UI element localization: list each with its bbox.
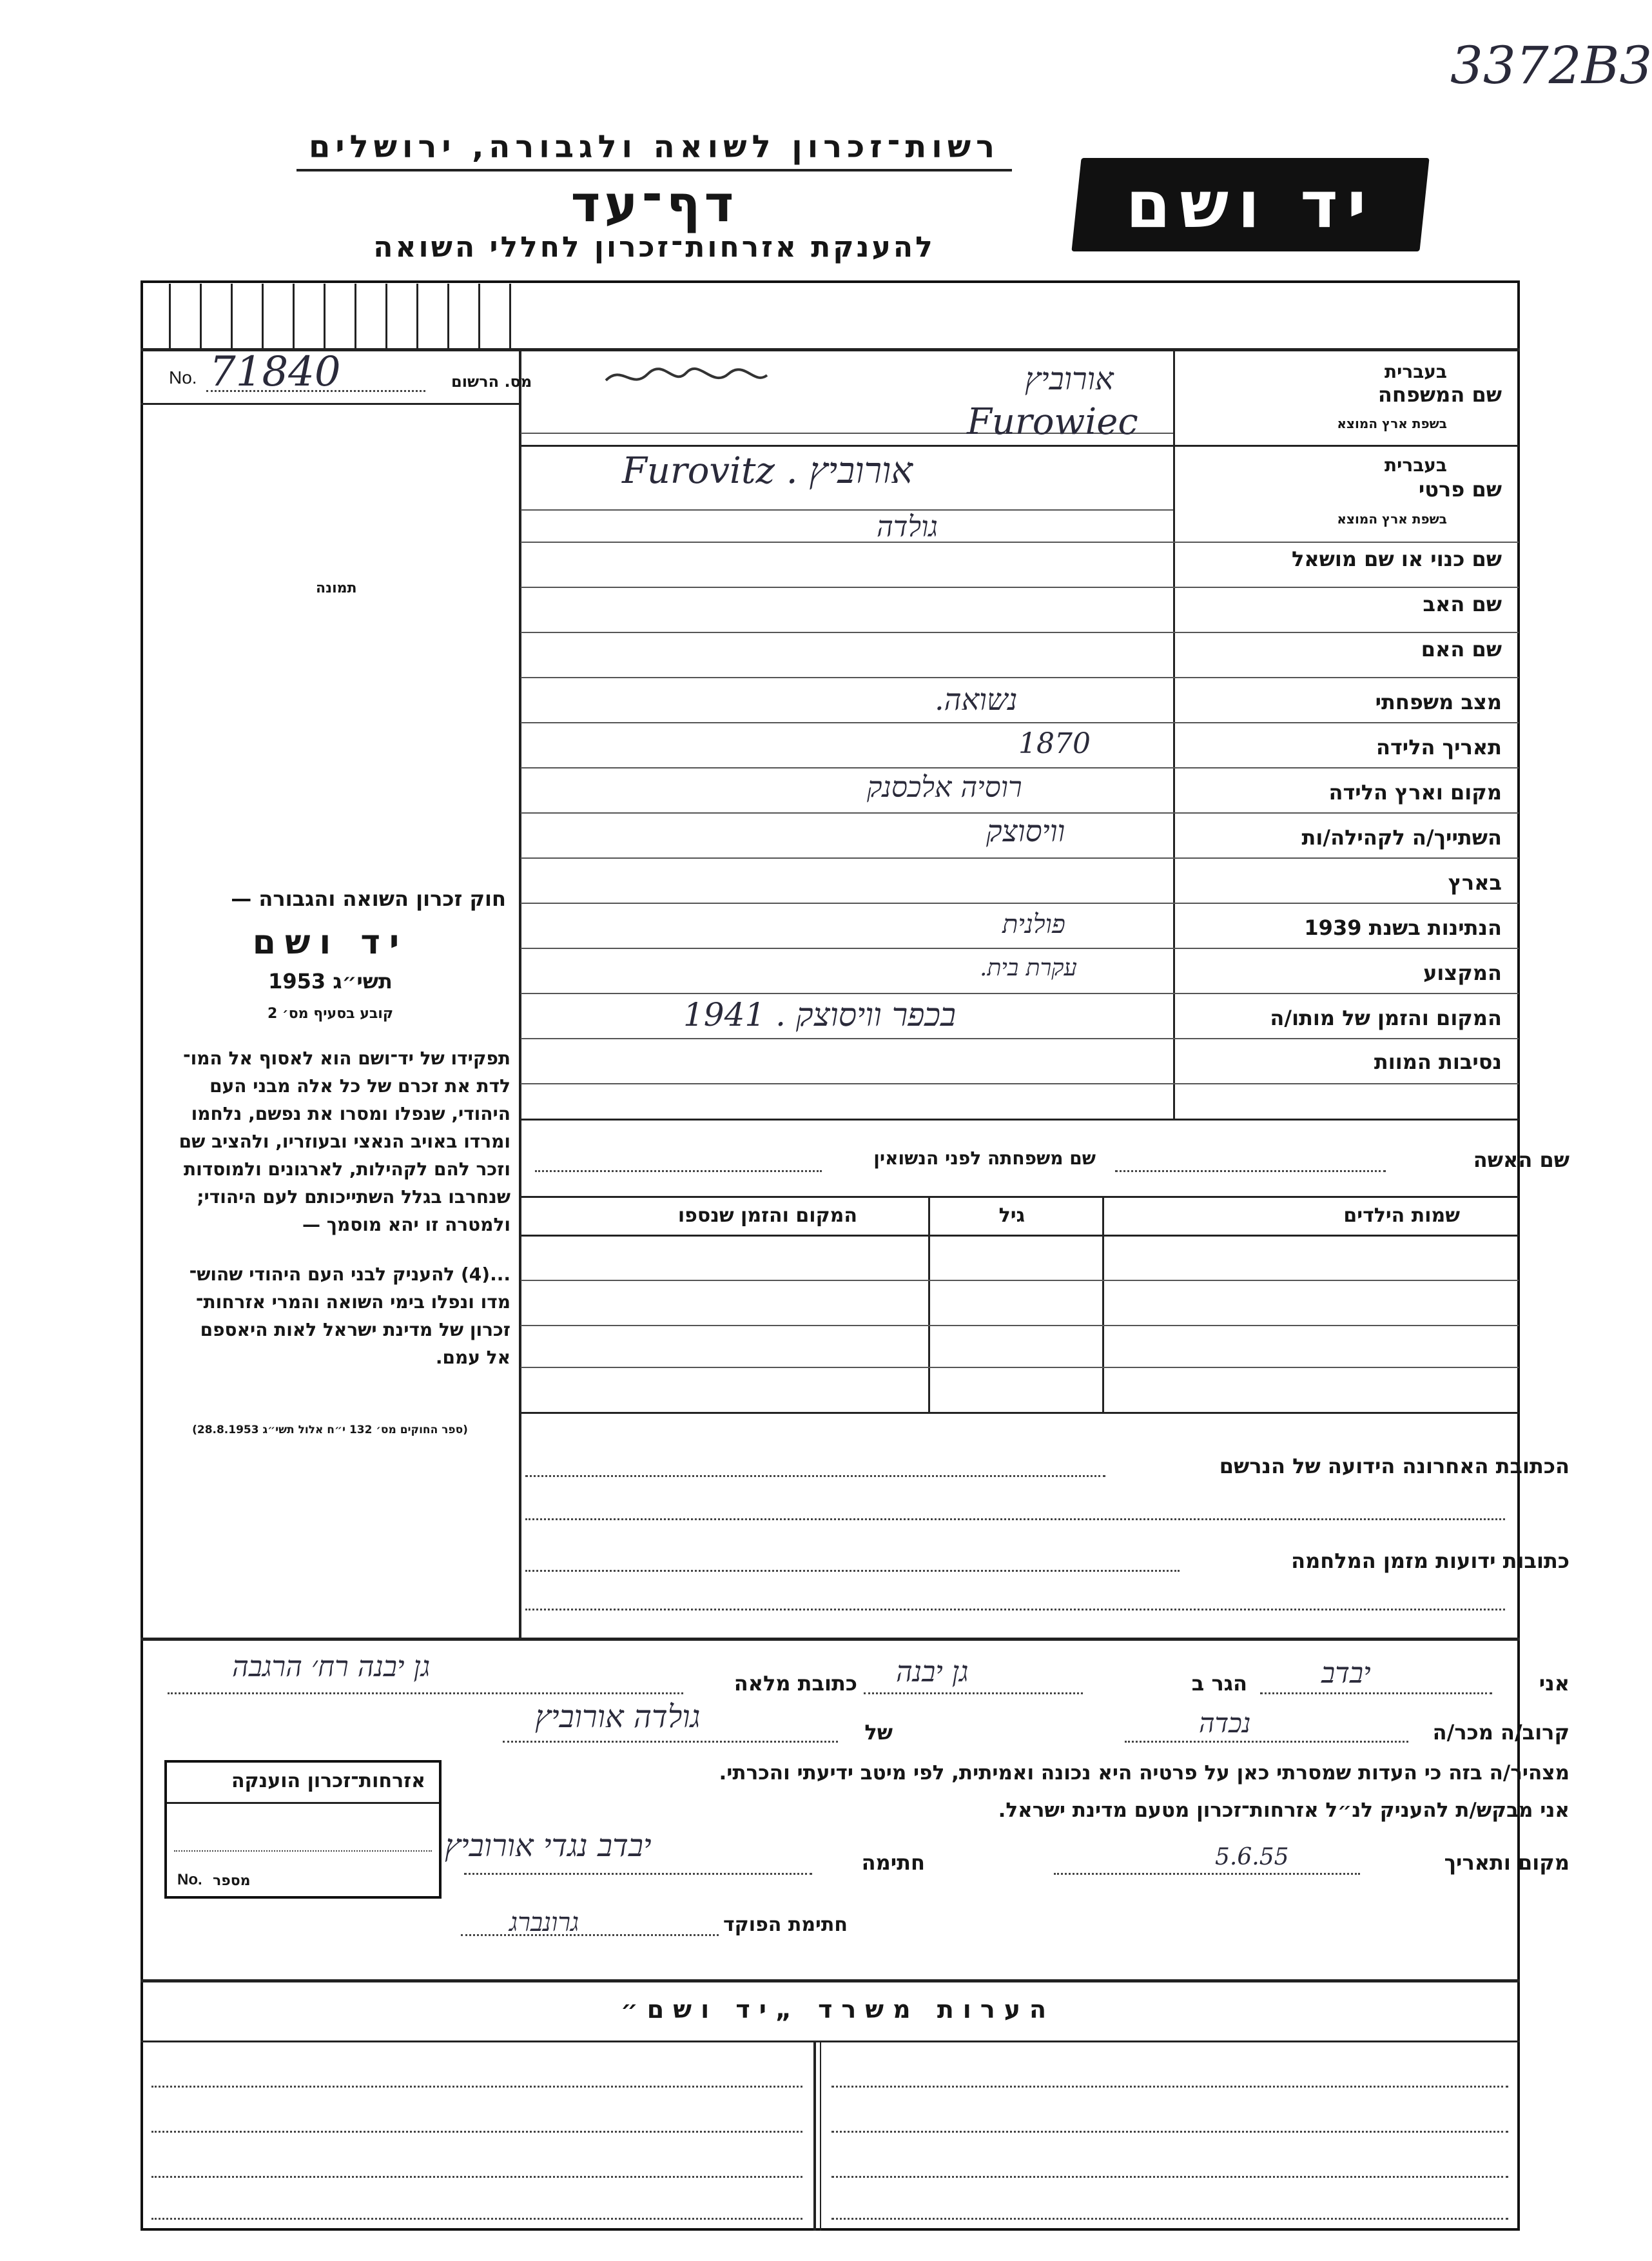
nickname-label: שם כנוי או שם מושאל	[1291, 547, 1502, 571]
first-name-origin-label: בשפת ארץ המוצא	[1337, 511, 1447, 527]
citizenship-no-label: No.	[177, 1871, 202, 1888]
law-section: קובע בסעיף מס׳ 2	[267, 1006, 394, 1022]
law-citation: (ספר החוקים מס׳ 132 י״ח אלול תשי״ג 28.8.1953)	[192, 1424, 468, 1436]
marital-status-label: מצב משפחתי	[1375, 690, 1502, 714]
relative-value: נכדה	[1199, 1707, 1251, 1739]
community-value: וויסוצק	[986, 814, 1065, 848]
birth-date-label: תאריך הלידה	[1375, 735, 1502, 759]
place-date-label: מקום ותאריך	[1444, 1850, 1569, 1875]
family-name-origin-label: בשפת ארץ המוצא	[1337, 416, 1447, 431]
birth-place-label: מקום וארץ הלידה	[1328, 780, 1502, 805]
first-name-hebrew-value: גולדה	[877, 511, 938, 543]
children-place-time-header: המקום והזמן שנספו	[677, 1204, 857, 1227]
law-name: יד ושם	[252, 923, 409, 962]
registration-number: 71840	[209, 348, 341, 396]
declaration-line-2: אני מבקש/ת להעניק לנ״ל אזרחות־זכרון מטעם מדינת ישראל.	[998, 1799, 1569, 1822]
signature-value: יבדב נגדי אורוביץ	[445, 1828, 652, 1864]
full-address-value: גן יבנה רח׳ הרגבה	[232, 1650, 431, 1683]
yad-vashem-logo	[1071, 158, 1429, 251]
marital-status-value: נשואה.	[935, 682, 1018, 717]
children-names-header: שמות הילדים	[1343, 1204, 1460, 1227]
family-name-label: שם המשפחה	[1377, 382, 1502, 407]
table-row	[521, 1367, 1519, 1368]
profession-value: עקרת בית.	[980, 955, 1077, 981]
resides-value: גן יבנה	[896, 1656, 969, 1688]
form-title: דף־עד	[570, 175, 738, 233]
law-heading: חוק זכרון השואה והגבורה —	[231, 886, 506, 911]
first-name-label: שם פרטי	[1418, 477, 1502, 502]
first-name-hebrew-label: בעברית	[1384, 455, 1447, 476]
citizenship-1939-value: פולנית	[1002, 910, 1065, 939]
wife-name-label: שם האשה	[1473, 1148, 1569, 1172]
death-place-time-label: המקום והזמן של מותו/ה	[1270, 1006, 1502, 1030]
relative-label: קרוב/ה מכר/ה	[1432, 1720, 1569, 1745]
photo-label: תמונה	[316, 580, 357, 596]
wartime-addresses-label: כתובות ידועות מזמן המלחמה	[1291, 1549, 1569, 1573]
death-circumstances-label: נסיבות המוות	[1374, 1050, 1502, 1074]
place-date-value: 5.6.55	[1215, 1844, 1289, 1870]
birth-date-value: 1870	[1018, 727, 1091, 760]
citizenship-1939-label: הנתינות בשנת 1939	[1304, 915, 1502, 940]
table-row	[521, 1280, 1519, 1281]
law-year: תשי״ג 1953	[268, 969, 393, 993]
form-subtitle: להענקת אזרחות־זכרון לחללי השואה	[373, 231, 935, 264]
profession-label: המקצוע	[1423, 961, 1502, 985]
family-name-hebrew-label: בעברית	[1384, 361, 1447, 382]
family-name-crossed-scribble	[603, 361, 770, 393]
scribble-mark	[603, 361, 770, 393]
table-row	[521, 1325, 1519, 1326]
of-label: של	[864, 1720, 893, 1745]
archive-number: 3372B3	[1450, 35, 1652, 95]
officer-signature-label: חתימת הפוקד	[723, 1914, 848, 1936]
officer-signature-value: גרונברג	[509, 1908, 579, 1937]
family-name-origin-value: Furowiec	[967, 401, 1138, 443]
first-name-value: Furovitz . אורוביץ	[622, 450, 913, 492]
law-paragraph-2: ...(4) להעניק לבני העם היהודי שהוש־ מדו ונפלו בימי השואה והמרי אזרחות־ זכרון של מדינת ישראל לאות היאספם אל עמם.	[189, 1264, 510, 1368]
of-value: גולדה אורוביץ	[535, 1699, 701, 1735]
law-paragraph-1: תפקידו של יד־ושם הוא לאסוף אל המו־ לדת את זכרם של כל אלה מבני העם היהודי, שנפלו ומסרו את נפשם, נלחמו ומרדו באויב הנאצי ובעוזריו, ולהציב שם וזכר להם לקהילות, לארגונים ולמוסדות שנחרבו בגלל השתייכותם לעם היהודי; ולמטרה זו יהא מוסמך —	[179, 1048, 510, 1235]
declaration-line-1: מצהיר/ה בזה כי העדות שמסרתי כאן על פרטיה היא נכונה ואמיתית, לפי מיטב ידיעתי והכרתי.	[719, 1761, 1569, 1785]
community-label: השתייך/ה לקהילה/ות	[1301, 825, 1502, 850]
office-notes-title: הערות משרד „יד ושם״	[620, 1995, 1056, 2024]
resides-label: הגר ב	[1191, 1671, 1247, 1696]
declarant-ani-label: אני	[1539, 1671, 1569, 1696]
logo-text: יד ושם	[1125, 167, 1375, 242]
maiden-name-label: שם משפחתה לפני הנשואין	[873, 1148, 1096, 1169]
registration-label: מס. הרשום	[451, 373, 532, 391]
signature-label: חתימה	[861, 1850, 925, 1875]
birth-place-value: רוסיה אלכסנק	[867, 771, 1022, 804]
authority-header: רשות־זכרון לשואה ולגבורה, ירושלים	[308, 129, 1000, 165]
citizenship-granted-title: אזרחות־זכרון הוענקה	[231, 1770, 425, 1792]
citizenship-number-label: מספר	[213, 1873, 251, 1889]
children-age-header: גיל	[998, 1204, 1025, 1227]
form-frame	[141, 280, 1520, 2231]
death-place-time-value: בכפר וויסוצק . 1941	[683, 996, 957, 1033]
declarant-name-value: יבדב	[1321, 1657, 1371, 1690]
mother-name-label: שם האם	[1421, 637, 1502, 661]
family-name-hebrew-value: אורוביץ	[1025, 361, 1114, 397]
father-name-label: שם האב	[1423, 592, 1502, 616]
full-address-label: כתובת מלאה	[734, 1671, 857, 1696]
last-address-label: הכתובת האחרונה הידועה של הנרשם	[1219, 1454, 1569, 1478]
country-label: בארץ	[1448, 870, 1502, 895]
registration-no-label: No.	[169, 367, 197, 387]
